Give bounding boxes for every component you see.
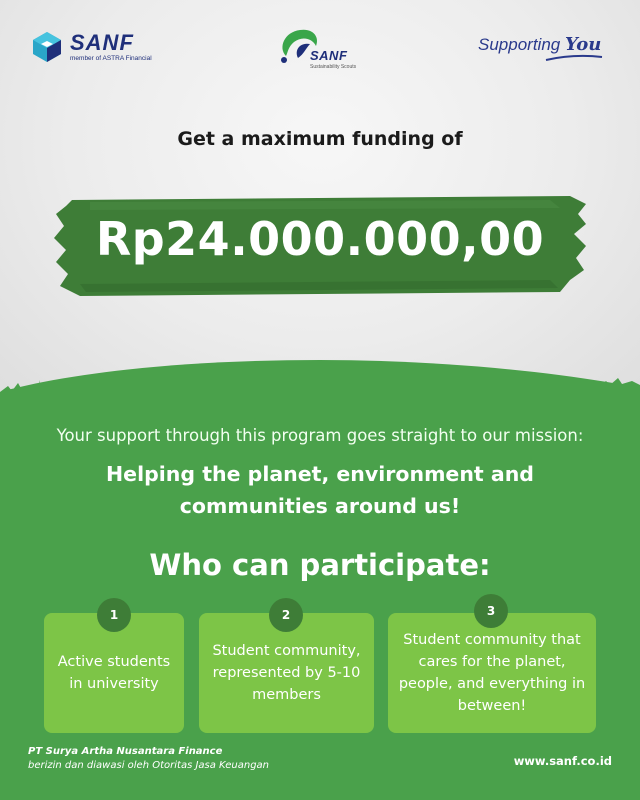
participant-card-text: Student community that cares for the planet, people, and everything in between! <box>398 632 586 714</box>
sanf-cube-icon <box>30 30 64 64</box>
sanf-center-sub-text: Sustainability Scouts <box>310 64 357 70</box>
funding-headline: Get a maximum funding of <box>177 128 463 150</box>
sanf-brand-text: SANF <box>70 30 134 55</box>
mission-intro: Your support through this program goes straight to our mission: <box>56 426 584 445</box>
supporting-text: Supporting <box>478 35 561 54</box>
participant-card-text: Student community, represented by 5-10 members <box>212 643 361 703</box>
you-text: You <box>564 34 602 55</box>
participant-number-badge: 2 <box>269 598 303 632</box>
participant-number-badge: 3 <box>474 594 508 628</box>
participant-card-3 <box>388 613 596 733</box>
swoosh-icon <box>544 54 604 62</box>
sanf-sustainability-logo <box>276 22 366 74</box>
company-name: PT Surya Artha Nusantara Finance <box>28 746 223 757</box>
participant-card-text: Active students in university <box>57 654 171 692</box>
regulator-text: berizin dan diawasi oleh Otoritas Jasa Keuangan <box>28 760 270 771</box>
participant-number-badge: 1 <box>97 598 131 632</box>
website-link[interactable]: www.sanf.co.id <box>513 754 612 768</box>
supporting-you-logo <box>478 34 601 55</box>
sanf-center-brand-text: SANF <box>310 48 348 63</box>
mission-tagline: Helping the planet, environment and communities around us! <box>106 462 534 518</box>
funding-amount: Rp24.000.000,00 <box>95 212 545 266</box>
participate-title: Who can participate: <box>149 548 491 582</box>
sanf-member-text: member of ASTRA Financial <box>70 55 152 62</box>
sanf-logo <box>30 30 152 64</box>
